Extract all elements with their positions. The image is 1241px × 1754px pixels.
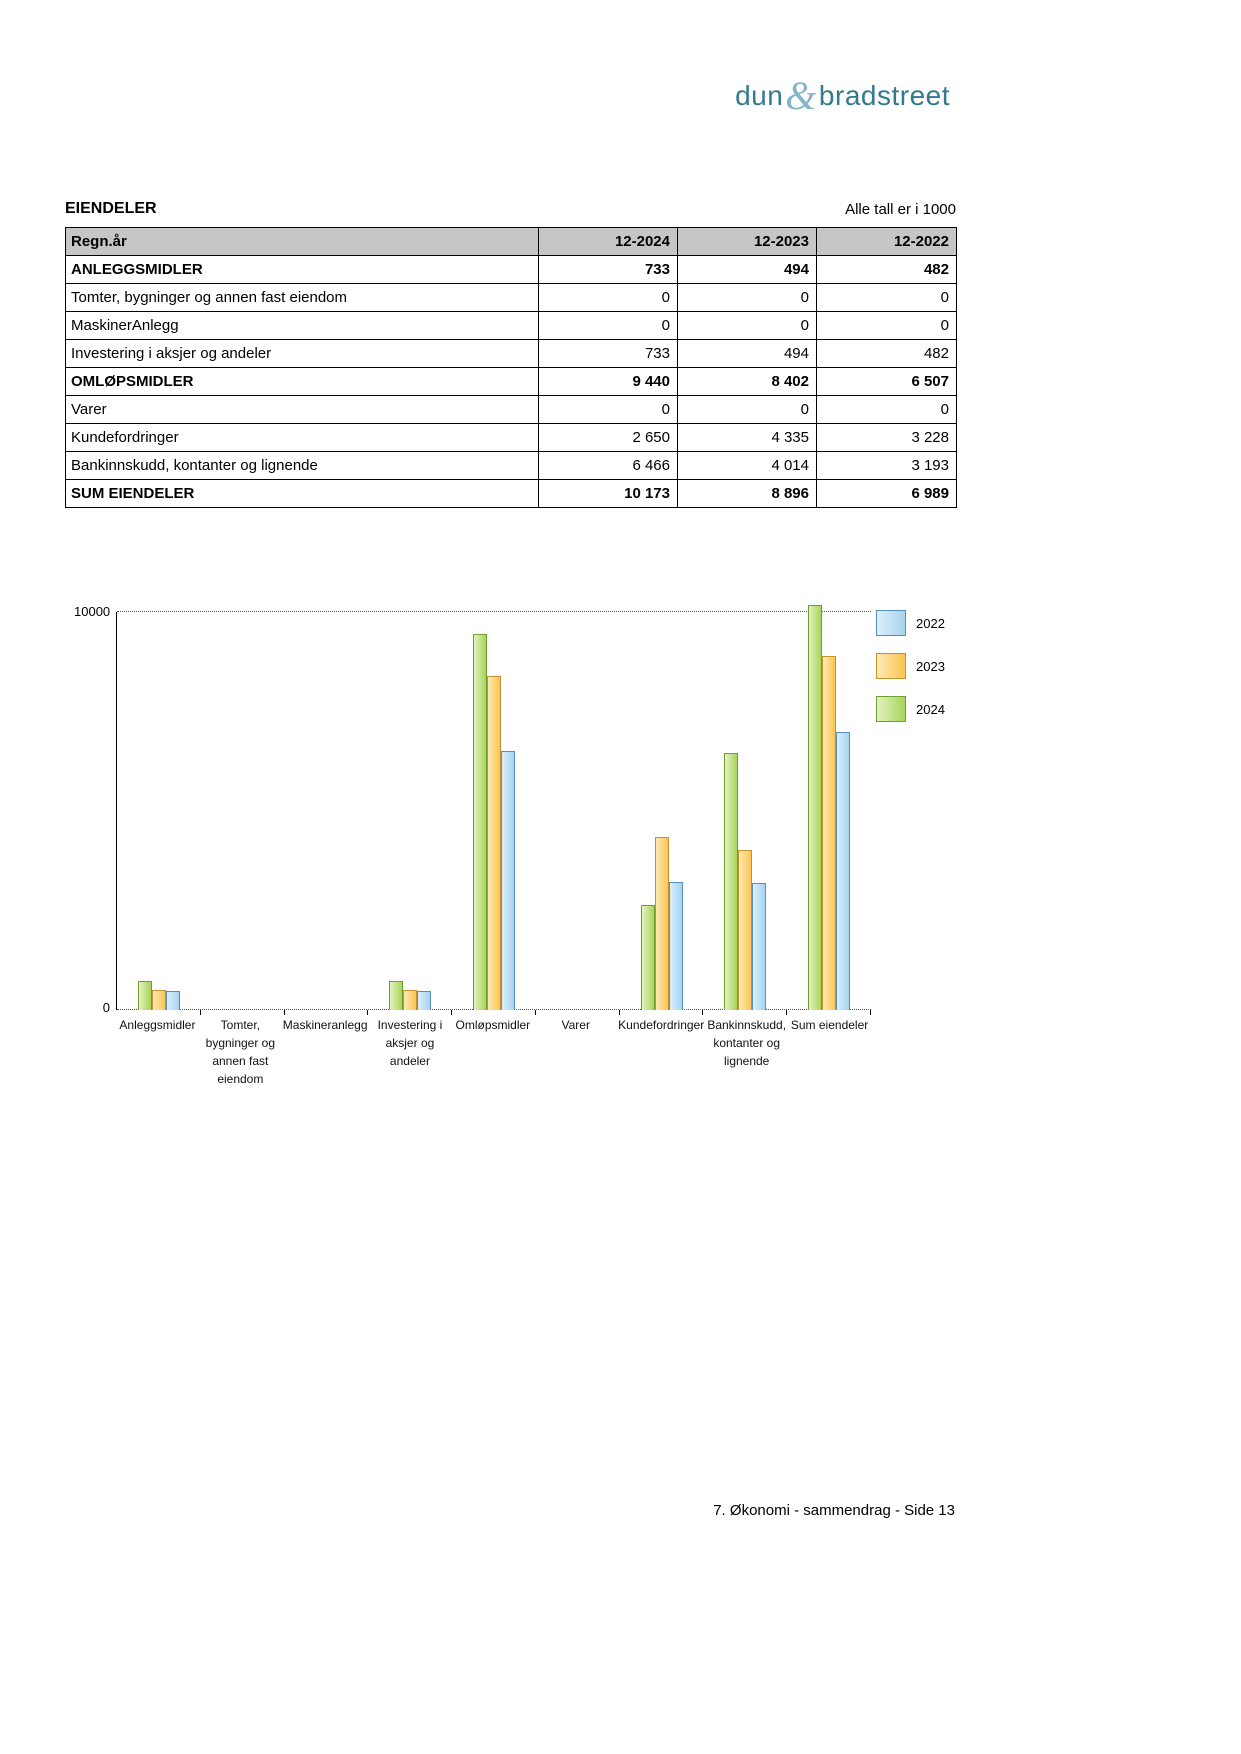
table-row <box>66 256 957 284</box>
legend-swatch-2022 <box>876 610 906 636</box>
row-value: 482 <box>817 340 957 368</box>
bar-2023 <box>487 676 501 1010</box>
row-value: 8 896 <box>678 480 817 508</box>
bar-2022 <box>417 991 431 1010</box>
row-label: OMLØPSMIDLER <box>66 368 539 396</box>
table-row <box>66 396 957 424</box>
row-value: 0 <box>817 312 957 340</box>
column-header: Regn.år <box>66 228 539 256</box>
bar-2024 <box>724 753 738 1010</box>
bar-2024 <box>138 981 152 1010</box>
x-axis-label: Kundefordringer <box>618 1018 705 1032</box>
row-label: SUM EIENDELER <box>66 480 539 508</box>
row-value: 0 <box>678 284 817 312</box>
row-label: Investering i aksjer og andeler <box>66 340 539 368</box>
column-header: 12-2024 <box>539 228 678 256</box>
row-value: 0 <box>539 312 678 340</box>
logo-dun: dun <box>735 80 784 111</box>
bar-group <box>201 612 285 1010</box>
table-header-row <box>66 228 957 256</box>
bar-2022 <box>752 883 766 1010</box>
row-label: MaskinerAnlegg <box>66 312 539 340</box>
table-row <box>66 452 957 480</box>
table-row <box>66 368 957 396</box>
chart-legend <box>876 610 945 739</box>
row-value: 0 <box>817 396 957 424</box>
legend-label: 2023 <box>916 658 945 674</box>
x-axis-tick <box>535 1010 536 1015</box>
x-axis-label: Maskineranlegg <box>282 1018 368 1032</box>
y-axis-tick-zero: 0 <box>102 1000 110 1015</box>
table-row <box>66 340 957 368</box>
x-axis-tick <box>200 1010 201 1015</box>
x-axis-tick <box>619 1010 620 1015</box>
x-axis-label: Omløpsmidler <box>455 1018 531 1032</box>
legend-swatch-2024 <box>876 696 906 722</box>
bar-2023 <box>738 850 752 1010</box>
legend-label: 2024 <box>916 701 945 717</box>
x-axis-label: Sum eiendeler <box>790 1018 869 1032</box>
bar-2022 <box>166 991 180 1010</box>
row-label: Tomter, bygninger og annen fast eiendom <box>66 284 539 312</box>
assets-table <box>65 227 957 508</box>
column-header: 12-2022 <box>817 228 957 256</box>
bar-2024 <box>473 634 487 1010</box>
bar-2023 <box>822 656 836 1010</box>
row-value: 733 <box>539 256 678 284</box>
logo-ampersand-icon: & <box>785 73 817 118</box>
row-value: 3 193 <box>817 452 957 480</box>
x-axis-tick <box>367 1010 368 1015</box>
legend-item-2024 <box>876 696 945 722</box>
bar-group <box>536 612 620 1010</box>
legend-item-2023 <box>876 653 945 679</box>
row-value: 6 989 <box>817 480 957 508</box>
row-value: 482 <box>817 256 957 284</box>
bar-2022 <box>669 882 683 1010</box>
bar-group <box>452 612 536 1010</box>
page-title: EIENDELER <box>65 200 157 217</box>
row-value: 3 228 <box>817 424 957 452</box>
x-axis-tick <box>786 1010 787 1015</box>
bar-2023 <box>152 990 166 1010</box>
dun-bradstreet-logo <box>735 68 950 118</box>
row-value: 0 <box>539 396 678 424</box>
bar-group <box>117 612 201 1010</box>
x-axis-tick <box>870 1010 871 1015</box>
x-axis-tick <box>284 1010 285 1015</box>
row-value: 9 440 <box>539 368 678 396</box>
row-value: 4 014 <box>678 452 817 480</box>
bar-2022 <box>836 732 850 1010</box>
row-value: 0 <box>539 284 678 312</box>
x-axis-label: Investering i aksjer og andeler <box>377 1018 443 1068</box>
x-axis-tick <box>702 1010 703 1015</box>
column-header: 12-2023 <box>678 228 817 256</box>
bar-2024 <box>389 981 403 1010</box>
legend-label: 2022 <box>916 615 945 631</box>
row-value: 6 466 <box>539 452 678 480</box>
bar-2023 <box>655 837 669 1010</box>
units-note: Alle tall er i 1000 <box>845 201 956 218</box>
row-value: 494 <box>678 340 817 368</box>
row-value: 6 507 <box>817 368 957 396</box>
x-axis-tick <box>451 1010 452 1015</box>
x-axis-label: Bankinnskudd, kontanter og lignende <box>707 1018 787 1068</box>
row-value: 2 650 <box>539 424 678 452</box>
table-row <box>66 480 957 508</box>
legend-item-2022 <box>876 610 945 636</box>
x-axis-label: Tomter, bygninger og annen fast eiendom <box>205 1018 276 1086</box>
bar-group <box>285 612 369 1010</box>
bar-2024 <box>808 605 822 1010</box>
row-value: 10 173 <box>539 480 678 508</box>
y-axis-tick-max: 10000 <box>74 604 111 619</box>
bar-group <box>787 612 871 1010</box>
table-row <box>66 312 957 340</box>
row-label: ANLEGGSMIDLER <box>66 256 539 284</box>
bar-2022 <box>501 751 515 1010</box>
row-value: 4 335 <box>678 424 817 452</box>
row-label: Varer <box>66 396 539 424</box>
bar-2024 <box>641 905 655 1010</box>
logo-bradstreet: bradstreet <box>818 80 950 111</box>
bar-group <box>620 612 704 1010</box>
row-value: 0 <box>817 284 957 312</box>
table-row <box>66 284 957 312</box>
bar-group <box>703 612 787 1010</box>
row-value: 733 <box>539 340 678 368</box>
row-value: 494 <box>678 256 817 284</box>
bar-group <box>368 612 452 1010</box>
bar-2023 <box>403 990 417 1010</box>
table-row <box>66 424 957 452</box>
x-axis-label: Varer <box>561 1018 590 1032</box>
x-axis-labels <box>116 1016 871 1088</box>
section-header <box>65 200 956 218</box>
row-value: 0 <box>678 312 817 340</box>
row-label: Bankinnskudd, kontanter og lignende <box>66 452 539 480</box>
assets-bar-chart <box>74 600 980 1120</box>
legend-swatch-2023 <box>876 653 906 679</box>
row-value: 0 <box>678 396 817 424</box>
plot-area <box>116 612 871 1010</box>
row-value: 8 402 <box>678 368 817 396</box>
page-footer: 7. Økonomi - sammendrag - Side 13 <box>713 1502 955 1519</box>
x-axis-label: Anleggsmidler <box>119 1018 196 1032</box>
row-label: Kundefordringer <box>66 424 539 452</box>
